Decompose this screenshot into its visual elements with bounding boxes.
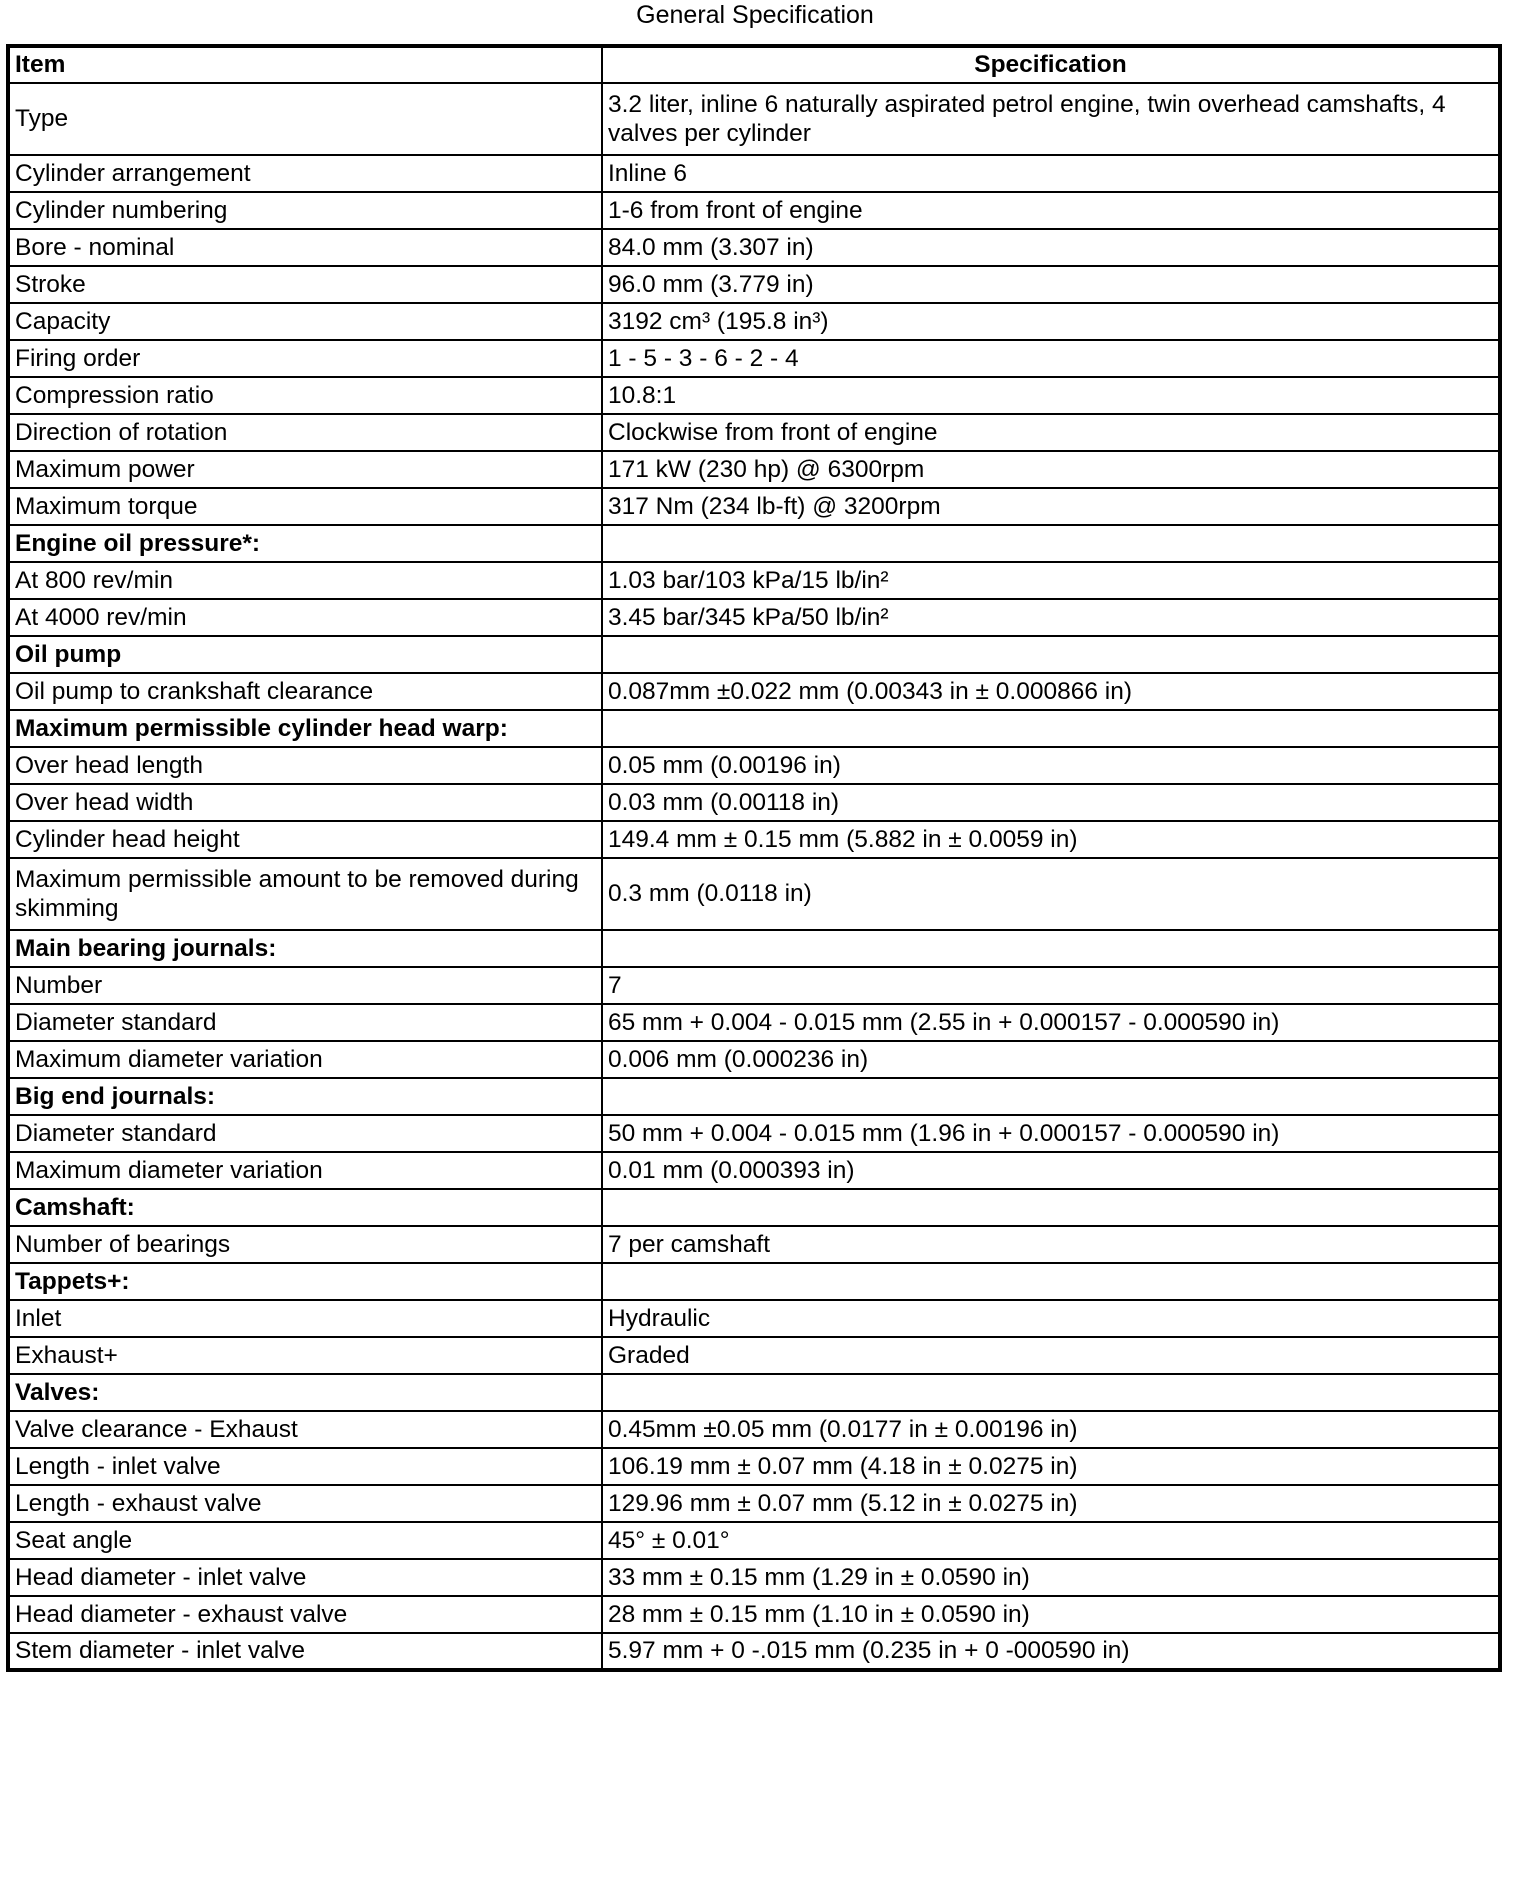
item-cell: Compression ratio xyxy=(8,377,602,414)
item-cell: Cylinder head height xyxy=(8,821,602,858)
specification-cell: 10.8:1 xyxy=(602,377,1500,414)
specification-cell xyxy=(602,1189,1500,1226)
table-row xyxy=(8,1115,1500,1152)
item-cell: Over head length xyxy=(8,747,602,784)
table-row xyxy=(8,1559,1500,1596)
specification-cell: 3.45 bar/345 kPa/50 lb/in² xyxy=(602,599,1500,636)
table-row xyxy=(8,377,1500,414)
table-row xyxy=(8,155,1500,192)
specification-cell: 7 per camshaft xyxy=(602,1226,1500,1263)
specification-cell: 0.01 mm (0.000393 in) xyxy=(602,1152,1500,1189)
section-title: Valves: xyxy=(8,1374,602,1411)
page-title: General Specification xyxy=(636,1,874,29)
table-row xyxy=(8,784,1500,821)
specification-cell: 0.087mm ±0.022 mm (0.00343 in ± 0.000866 in) xyxy=(602,673,1500,710)
item-cell: Number of bearings xyxy=(8,1226,602,1263)
table-row xyxy=(8,229,1500,266)
item-cell: Maximum permissible amount to be removed during skimming xyxy=(8,858,602,930)
item-cell: Direction of rotation xyxy=(8,414,602,451)
specification-cell: 1-6 from front of engine xyxy=(602,192,1500,229)
item-cell: Type xyxy=(8,83,602,155)
item-cell: Over head width xyxy=(8,784,602,821)
specification-cell xyxy=(602,1078,1500,1115)
table-row xyxy=(8,1633,1500,1670)
table-row xyxy=(8,1411,1500,1448)
item-cell: Maximum diameter variation xyxy=(8,1152,602,1189)
specification-cell: 0.05 mm (0.00196 in) xyxy=(602,747,1500,784)
section-header-row xyxy=(8,525,1500,562)
table-row xyxy=(8,1448,1500,1485)
table-row xyxy=(8,858,1500,930)
table-row xyxy=(8,1152,1500,1189)
table-row xyxy=(8,1041,1500,1078)
table-row xyxy=(8,451,1500,488)
specification-cell: Inline 6 xyxy=(602,155,1500,192)
spec-table-body xyxy=(8,83,1500,1670)
specification-cell: Hydraulic xyxy=(602,1300,1500,1337)
specification-cell: 317 Nm (234 lb-ft) @ 3200rpm xyxy=(602,488,1500,525)
table-row xyxy=(8,1522,1500,1559)
specification-cell: 1.03 bar/103 kPa/15 lb/in² xyxy=(602,562,1500,599)
table-row xyxy=(8,1596,1500,1633)
section-header-row xyxy=(8,1189,1500,1226)
section-title: Camshaft: xyxy=(8,1189,602,1226)
specification-cell: 33 mm ± 0.15 mm (1.29 in ± 0.0590 in) xyxy=(602,1559,1500,1596)
table-row xyxy=(8,83,1500,155)
section-header-row xyxy=(8,710,1500,747)
specification-cell xyxy=(602,636,1500,673)
item-cell: At 4000 rev/min xyxy=(8,599,602,636)
specification-cell: 96.0 mm (3.779 in) xyxy=(602,266,1500,303)
table-row xyxy=(8,414,1500,451)
section-header-row xyxy=(8,636,1500,673)
item-cell: Cylinder numbering xyxy=(8,192,602,229)
item-cell: Number xyxy=(8,967,602,1004)
specification-cell xyxy=(602,1263,1500,1300)
specification-cell: 129.96 mm ± 0.07 mm (5.12 in ± 0.0275 in) xyxy=(602,1485,1500,1522)
table-row xyxy=(8,1337,1500,1374)
section-title: Big end journals: xyxy=(8,1078,602,1115)
table-row xyxy=(8,266,1500,303)
item-cell: Length - inlet valve xyxy=(8,1448,602,1485)
table-header-row xyxy=(8,46,1500,83)
table-row xyxy=(8,192,1500,229)
specification-cell: 50 mm + 0.004 - 0.015 mm (1.96 in + 0.000157 - 0.000590 in) xyxy=(602,1115,1500,1152)
item-cell: Maximum diameter variation xyxy=(8,1041,602,1078)
item-cell: Capacity xyxy=(8,303,602,340)
table-row xyxy=(8,1004,1500,1041)
section-title: Maximum permissible cylinder head warp: xyxy=(8,710,602,747)
specification-cell: 65 mm + 0.004 - 0.015 mm (2.55 in + 0.000157 - 0.000590 in) xyxy=(602,1004,1500,1041)
table-row xyxy=(8,967,1500,1004)
specification-cell: 0.45mm ±0.05 mm (0.0177 in ± 0.00196 in) xyxy=(602,1411,1500,1448)
table-row xyxy=(8,488,1500,525)
specification-cell: 5.97 mm + 0 -.015 mm (0.235 in + 0 -000590 in) xyxy=(602,1633,1500,1670)
specification-cell: 28 mm ± 0.15 mm (1.10 in ± 0.0590 in) xyxy=(602,1596,1500,1633)
specification-cell: 0.3 mm (0.0118 in) xyxy=(602,858,1500,930)
specification-cell: 106.19 mm ± 0.07 mm (4.18 in ± 0.0275 in) xyxy=(602,1448,1500,1485)
section-title: Engine oil pressure*: xyxy=(8,525,602,562)
specification-cell: 84.0 mm (3.307 in) xyxy=(602,229,1500,266)
table-row xyxy=(8,747,1500,784)
item-cell: Exhaust+ xyxy=(8,1337,602,1374)
specification-cell: 1 - 5 - 3 - 6 - 2 - 4 xyxy=(602,340,1500,377)
column-header-item: Item xyxy=(8,46,602,83)
section-title: Oil pump xyxy=(8,636,602,673)
table-row xyxy=(8,340,1500,377)
item-cell: Firing order xyxy=(8,340,602,377)
specification-cell: Clockwise from front of engine xyxy=(602,414,1500,451)
specification-cell xyxy=(602,1374,1500,1411)
section-header-row xyxy=(8,930,1500,967)
item-cell: Diameter standard xyxy=(8,1004,602,1041)
table-row xyxy=(8,1226,1500,1263)
item-cell: Diameter standard xyxy=(8,1115,602,1152)
table-row xyxy=(8,1300,1500,1337)
specification-cell xyxy=(602,710,1500,747)
specification-cell: Graded xyxy=(602,1337,1500,1374)
specification-cell: 3.2 liter, inline 6 naturally aspirated petrol engine, twin overhead camshafts, 4 valves per cylinder xyxy=(602,83,1500,155)
specification-cell: 0.03 mm (0.00118 in) xyxy=(602,784,1500,821)
item-cell: Length - exhaust valve xyxy=(8,1485,602,1522)
specification-cell: 149.4 mm ± 0.15 mm (5.882 in ± 0.0059 in) xyxy=(602,821,1500,858)
column-header-specification: Specification xyxy=(602,46,1500,83)
item-cell: Head diameter - inlet valve xyxy=(8,1559,602,1596)
item-cell: Valve clearance - Exhaust xyxy=(8,1411,602,1448)
specification-cell: 171 kW (230 hp) @ 6300rpm xyxy=(602,451,1500,488)
section-header-row xyxy=(8,1263,1500,1300)
item-cell: Maximum power xyxy=(8,451,602,488)
table-row xyxy=(8,599,1500,636)
specification-cell: 3192 cm³ (195.8 in³) xyxy=(602,303,1500,340)
specification-cell: 7 xyxy=(602,967,1500,1004)
item-cell: Stem diameter - inlet valve xyxy=(8,1633,602,1670)
section-title: Main bearing journals: xyxy=(8,930,602,967)
section-header-row xyxy=(8,1078,1500,1115)
item-cell: At 800 rev/min xyxy=(8,562,602,599)
specification-cell: 0.006 mm (0.000236 in) xyxy=(602,1041,1500,1078)
specification-cell xyxy=(602,930,1500,967)
item-cell: Maximum torque xyxy=(8,488,602,525)
section-header-row xyxy=(8,1374,1500,1411)
item-cell: Inlet xyxy=(8,1300,602,1337)
table-row xyxy=(8,821,1500,858)
item-cell: Seat angle xyxy=(8,1522,602,1559)
specification-cell xyxy=(602,525,1500,562)
table-row xyxy=(8,562,1500,599)
item-cell: Oil pump to crankshaft clearance xyxy=(8,673,602,710)
table-row xyxy=(8,303,1500,340)
item-cell: Head diameter - exhaust valve xyxy=(8,1596,602,1633)
spec-table xyxy=(6,44,1502,1672)
specification-cell: 45° ± 0.01° xyxy=(602,1522,1500,1559)
section-title: Tappets+: xyxy=(8,1263,602,1300)
item-cell: Bore - nominal xyxy=(8,229,602,266)
table-row xyxy=(8,673,1500,710)
table-row xyxy=(8,1485,1500,1522)
item-cell: Cylinder arrangement xyxy=(8,155,602,192)
item-cell: Stroke xyxy=(8,266,602,303)
